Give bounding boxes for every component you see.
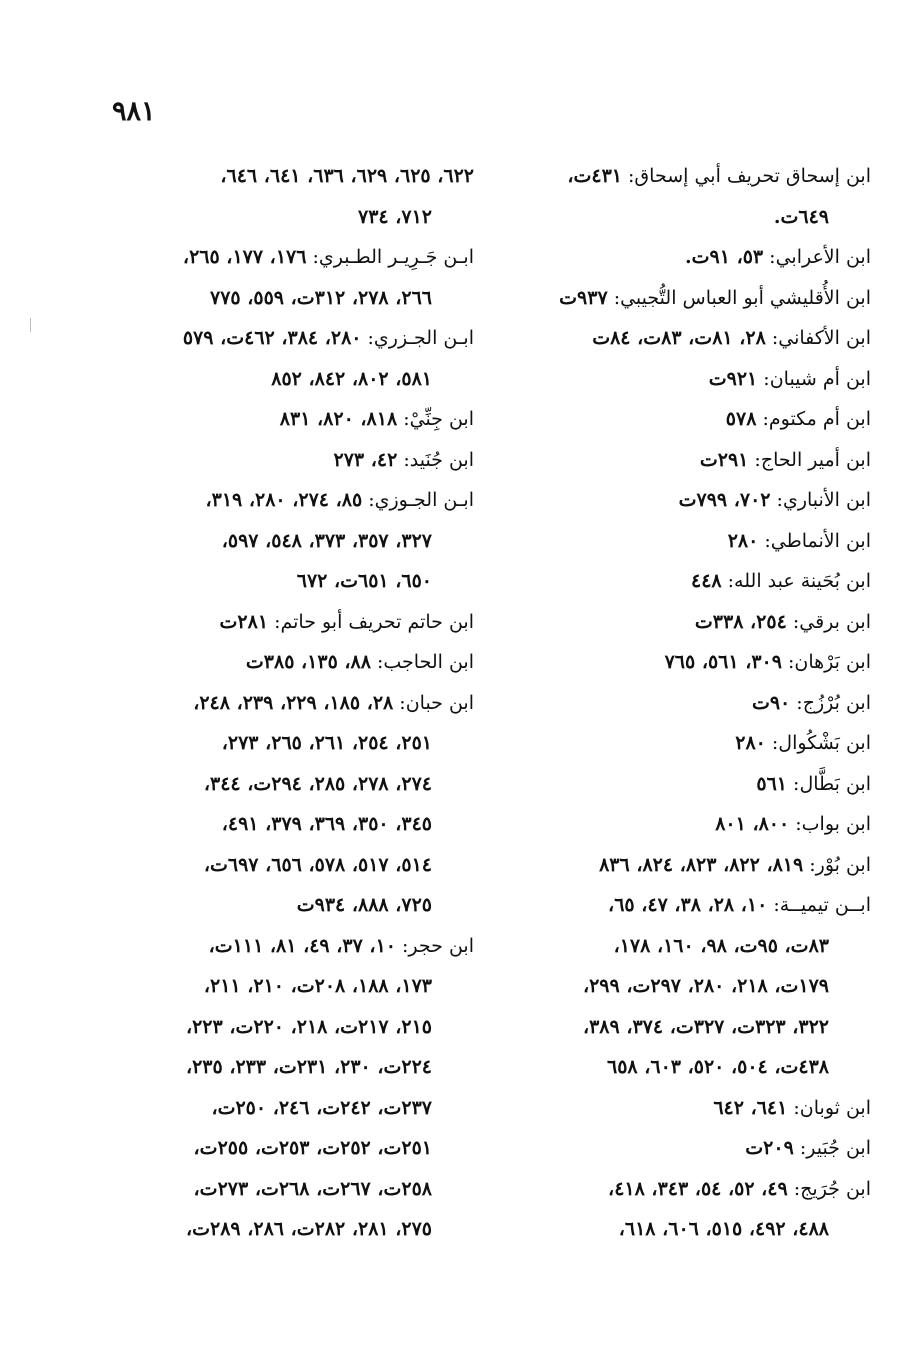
index-entry <box>481 1169 871 1210</box>
index-entry-continuation <box>99 1088 474 1129</box>
index-entry <box>99 480 474 521</box>
entry-name: ابن ثوبان: <box>787 1096 871 1119</box>
index-entry-continuation <box>99 1169 474 1210</box>
entry-page-refs: ١٠، ٣٧، ٤٩، ٨١، ١١١ت، <box>208 934 396 957</box>
index-entry <box>481 521 871 562</box>
index-entry <box>99 156 474 197</box>
index-entry <box>481 156 871 197</box>
index-entry-continuation <box>99 1047 474 1088</box>
index-entry-continuation <box>99 278 474 319</box>
entry-name: ابـن جَـرِيـر الطـبري: <box>306 246 474 268</box>
index-entry-continuation <box>99 1128 474 1169</box>
entry-name: ابن بَشْكُوال: <box>765 732 871 754</box>
entry-page-refs: ٢٠٩ت <box>745 1137 794 1159</box>
entry-name: ابن حبان: <box>393 691 474 714</box>
entry-name: ابن جُنَيد: <box>397 448 474 471</box>
entry-page-refs: ٩٠ت <box>751 691 791 714</box>
index-entry <box>481 723 871 764</box>
index-entry <box>481 399 871 440</box>
entry-name: ابن بُوْر: <box>803 853 871 876</box>
entry-page-refs: ٨١٩، ٨٢٢، ٨٢٣، ٨٢٤، ٨٣٦ <box>599 853 804 876</box>
entry-page-refs: ٢٥٤، ٣٣٨ت <box>694 610 787 633</box>
entry-name: ابن الأنباري: <box>770 489 871 511</box>
entry-page-refs: ٩٢١ت <box>708 367 758 390</box>
index-entry <box>481 561 871 602</box>
index-entry <box>481 683 871 724</box>
entry-name: ابن أم مكتوم: <box>756 408 871 430</box>
entry-page-refs: ٢٥٨ت، ٢٦٧ت، ٢٦٨ت، ٢٧٣ت، <box>193 1177 432 1200</box>
index-entry <box>481 602 871 643</box>
entry-name: ابن بُرْزُج: <box>790 691 871 714</box>
index-entry <box>481 440 871 481</box>
index-entry <box>481 642 871 683</box>
index-entry <box>481 237 871 278</box>
entry-name: ابن برقي: <box>786 610 871 633</box>
entry-page-refs: ٢١٥، ٢١٧ت، ٢١٨، ٢٢٠ت، ٢٢٣، <box>185 1015 432 1038</box>
entry-page-refs: ٨٨، ١٣٥، ٣٨٥ت <box>245 651 371 673</box>
entry-page-refs: ٣٠٩، ٥٦١، ٧٦٥ <box>664 651 782 673</box>
entry-page-refs: ٢٨، ٨١ت، ٨٣ت، ٨٤ت <box>592 327 766 349</box>
index-entry <box>99 642 474 683</box>
entry-name: ابن أم شيبان: <box>757 367 871 390</box>
entry-page-refs: ٧٠٢، ٧٩٩ت <box>678 489 771 511</box>
entry-page-refs: ٦٥٠، ٦٥١ت، ٦٧٢ <box>296 570 432 592</box>
entry-page-refs: ٤٩، ٥٢، ٥٤، ٣٤٣، ٤١٨، <box>608 1177 788 1200</box>
page-number: ٩٨١ <box>112 96 156 127</box>
entry-page-refs: ٨٣ت، ٩٥ت، ٩٨، ١٦٠، ١٧٨، <box>613 934 829 957</box>
index-entry <box>481 1128 871 1169</box>
entry-name: ابن بَطَّال: <box>787 772 871 795</box>
entry-name: ابن حجر: <box>395 934 474 957</box>
entry-page-refs: ٣٢٧، ٣٥٧، ٣٧٣، ٥٤٨، ٥٩٧، <box>221 529 432 552</box>
index-entry-continuation <box>99 885 474 926</box>
index-entry <box>481 804 871 845</box>
index-entry <box>481 480 871 521</box>
entry-page-refs: ٢٦٦، ٢٧٨، ٣١٢ت، ٥٥٩، ٧٧٥ <box>209 286 432 309</box>
index-entry-continuation <box>481 1209 871 1250</box>
entry-name: ابن الحاجب: <box>370 651 474 673</box>
entry-name: ابن أمير الحاج: <box>748 448 871 471</box>
index-entry <box>99 318 474 359</box>
index-entry-continuation <box>99 1209 474 1250</box>
index-entry-continuation <box>481 197 871 238</box>
entry-page-refs: ٢٣٧ت، ٢٤٢ت، ٢٤٦، ٢٥٠ت، <box>211 1096 432 1119</box>
entry-page-refs: ٤٣١ت، <box>567 165 622 187</box>
entry-page-refs: ٦٢٢، ٦٢٥، ٦٢٩، ٦٣٦، ٦٤١، ٦٤٦، <box>220 165 474 187</box>
entry-name: ابن الأنماطي: <box>758 529 871 552</box>
index-entry <box>481 318 871 359</box>
entry-page-refs: ٢٨٠ <box>735 732 766 754</box>
entry-page-refs: ٥٧٨ <box>725 408 757 430</box>
entry-page-refs: ٣٤٥، ٣٥٠، ٣٦٩، ٣٧٩، ٤٩١، <box>221 813 432 835</box>
index-entry-continuation <box>99 764 474 805</box>
entry-name: ابن الأكفاني: <box>765 327 871 349</box>
index-entry <box>99 683 474 724</box>
entry-page-refs: ١٧٩ت، ٢١٨، ٢٨٠، ٢٩٧ت، ٢٩٩، <box>582 975 829 997</box>
entry-page-refs: ٤٢، ٢٧٣ <box>333 448 398 471</box>
entry-page-refs: ٢٧٤، ٢٧٨، ٢٨٥، ٢٩٤ت، ٣٤٤، <box>203 772 432 795</box>
entry-page-refs: ١٧٦، ١٧٧، ٢٦٥، <box>182 246 307 268</box>
index-entry-continuation <box>99 521 474 562</box>
entry-page-refs: ٢٨١ت <box>219 610 269 633</box>
index-entry-continuation <box>99 723 474 764</box>
index-entry <box>99 399 474 440</box>
entry-page-refs: ٢٩١ت <box>699 448 749 471</box>
entry-name: ابن الأعرابي: <box>763 246 871 268</box>
entry-page-refs: ٣٢٢، ٣٢٣ت، ٣٢٧ت، ٣٧٤، ٣٨٩، <box>582 1015 829 1038</box>
entry-page-refs: ٢٥١، ٢٥٤، ٢٦١، ٢٦٥، ٢٧٣، <box>221 732 432 754</box>
entry-page-refs: ٢٨٠، ٣٨٤، ٤٦٢ت، ٥٧٩ <box>182 327 362 349</box>
entry-name: ابن جِنِّيْ: <box>397 408 474 430</box>
entry-name: ابن جُبَير: <box>793 1137 871 1159</box>
entry-page-refs: ١٠، ٢٨، ٣٨، ٤٧، ٦٥، <box>608 894 768 916</box>
index-entry-continuation <box>99 197 474 238</box>
index-entry-continuation <box>99 804 474 845</box>
entry-page-refs: ٢٨، ١٨٥، ٢٢٩، ٢٣٩، ٢٤٨، <box>193 691 394 714</box>
entry-page-refs: ٤٤٨ <box>690 570 722 592</box>
index-entry <box>481 885 871 926</box>
entry-page-refs: ٢٥١ت، ٢٥٢ت، ٢٥٣ت، ٢٥٥ت، <box>193 1137 432 1159</box>
index-entry <box>481 359 871 400</box>
index-entry-continuation <box>481 926 871 967</box>
entry-page-refs: ٢٨٠ <box>727 529 759 552</box>
index-entry-continuation <box>99 359 474 400</box>
entry-page-refs: ٤٣٨ت، ٥٠٤، ٥٢٠، ٦٠٣، ٦٥٨ <box>606 1056 829 1078</box>
entry-page-refs: ٥٦١ <box>756 772 788 795</box>
gutter-mark <box>30 318 31 332</box>
index-entry <box>99 602 474 643</box>
entry-page-refs: ٥٣، ٩١ت. <box>685 246 764 268</box>
entry-name: ابن حاتم تحريف أبو حاتم: <box>268 610 474 633</box>
entry-name: ابـن الجـوزي: <box>362 489 474 511</box>
index-entry-continuation <box>481 1047 871 1088</box>
index-entry <box>481 278 871 319</box>
entry-page-refs: ٩٣٧ت <box>559 286 608 309</box>
index-entry <box>481 764 871 805</box>
entry-page-refs: ٢٧٥، ٢٨١، ٢٨٢ت، ٢٨٦، ٢٨٩ت، <box>185 1218 432 1240</box>
index-entry <box>481 845 871 886</box>
entry-name: ابن الأُقليشي أبو العباس التُّجيبي: <box>607 286 871 309</box>
index-entry <box>99 926 474 967</box>
entry-name: ابن بَرْهان: <box>781 651 871 673</box>
entry-name: ابــن تيميــة: <box>767 894 871 916</box>
entry-page-refs: ٨١٨، ٨٢٠، ٨٣١ <box>279 408 398 430</box>
index-column-right <box>481 156 871 1250</box>
entry-page-refs: ٦٤٩ت. <box>773 205 829 228</box>
index-entry-continuation <box>99 1007 474 1048</box>
index-entry <box>481 1088 871 1129</box>
entry-page-refs: ٥١٤، ٥١٧، ٥٧٨، ٦٥٦، ٦٩٧ت، <box>203 853 432 876</box>
index-entry-continuation <box>99 966 474 1007</box>
index-entry <box>99 237 474 278</box>
entry-page-refs: ٥٨١، ٨٠٢، ٨٤٢، ٨٥٢ <box>271 367 432 390</box>
entry-name: ابن بُحَينة عبد الله: <box>721 570 871 592</box>
entry-name: ابن بواب: <box>789 813 871 835</box>
entry-page-refs: ٤٨٨، ٤٩٢، ٥١٥، ٦٠٦، ٦١٨، <box>618 1218 829 1240</box>
index-entry-continuation <box>99 845 474 886</box>
entry-page-refs: ١٧٣، ١٨٨، ٢٠٨ت، ٢١٠، ٢١١، <box>203 975 432 997</box>
entry-page-refs: ٢٢٤ت، ٢٣٠، ٢٣١ت، ٢٣٣، ٢٣٥، <box>185 1056 432 1078</box>
entry-page-refs: ٨٥، ٢٧٤، ٢٨٠، ٣١٩، <box>205 489 363 511</box>
index-column-left <box>99 156 474 1250</box>
index-entry-continuation <box>481 1007 871 1048</box>
entry-page-refs: ٧١٢، ٧٣٤ <box>358 205 432 228</box>
entry-name: ابـن الجـزري: <box>361 327 474 349</box>
entry-page-refs: ٨٠٠، ٨٠١ <box>715 813 790 835</box>
index-entry-continuation <box>481 966 871 1007</box>
index-entry-continuation <box>99 561 474 602</box>
index-entry <box>99 440 474 481</box>
entry-name: ابن جُرَيج: <box>787 1177 871 1200</box>
entry-page-refs: ٧٢٥، ٨٨٨، ٩٣٤ت <box>296 894 432 916</box>
entry-page-refs: ٦٤١، ٦٤٢ <box>713 1096 788 1119</box>
entry-name: ابن إسحاق تحريف أبي إسحاق: <box>621 165 871 187</box>
